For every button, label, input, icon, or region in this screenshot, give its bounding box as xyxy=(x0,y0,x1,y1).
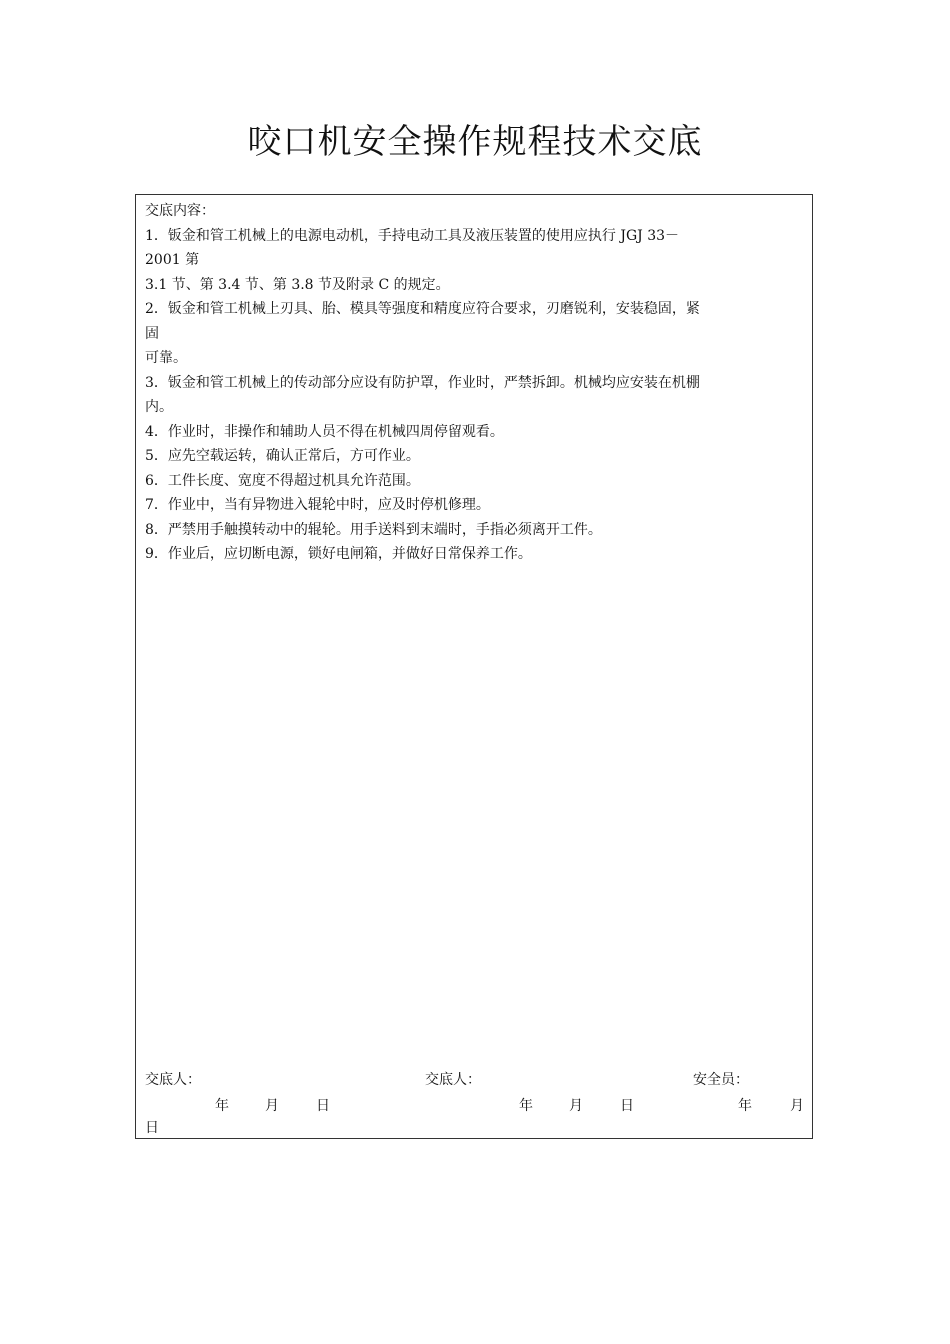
date-year: 年 xyxy=(519,1098,533,1114)
date-year: 年 xyxy=(215,1098,229,1114)
safety-officer-label: 安全员： xyxy=(693,1072,749,1088)
discloser-label: 交底人： xyxy=(145,1072,201,1088)
disclosure-table xyxy=(135,194,813,1139)
receiver-label: 交底人： xyxy=(425,1072,481,1088)
content-line: 可靠。 xyxy=(145,350,187,366)
content-header: 交底内容： xyxy=(145,203,215,219)
date-year: 年 xyxy=(738,1098,752,1114)
date-day: 日 xyxy=(316,1098,330,1114)
content-line: 2．钣金和管工机械上刃具、胎、模具等强度和精度应符合要求，刃磨锐利，安装稳固，紧 xyxy=(145,301,700,317)
content-line: 2001 第 xyxy=(145,252,200,268)
page-title: 咬口机安全操作规程技术交底 xyxy=(247,122,703,162)
content-line: 固 xyxy=(145,325,159,342)
content-line: 1．钣金和管工机械上的电源电动机，手持电动工具及液压装置的使用应执行 JGJ 33－ xyxy=(145,227,680,244)
date-month: 月 xyxy=(569,1098,583,1114)
content-line: 3．钣金和管工机械上的传动部分应设有防护罩，作业时，严禁拆卸。机械均应安装在机棚 xyxy=(145,374,700,391)
content-line: 6．工件长度、宽度不得超过机具允许范围。 xyxy=(145,472,420,489)
content-line: 3.1 节、第 3.4 节、第 3.8 节及附录 C 的规定。 xyxy=(145,276,450,293)
content-line: 7．作业中，当有异物进入辊轮中时，应及时停机修理。 xyxy=(145,497,490,513)
date-month: 月 xyxy=(790,1098,804,1114)
content-line: 9．作业后，应切断电源，锁好电闸箱，并做好日常保养工作。 xyxy=(145,546,532,562)
disclosure-content xyxy=(145,199,809,567)
content-line: 4．作业时，非操作和辅助人员不得在机械四周停留观看。 xyxy=(145,423,504,440)
date-month: 月 xyxy=(265,1098,279,1114)
content-line: 内。 xyxy=(145,399,173,415)
date-day: 日 xyxy=(145,1120,159,1136)
content-line: 8．严禁用手触摸转动中的辊轮。用手送料到末端时，手指必须离开工件。 xyxy=(145,521,602,538)
content-line: 5．应先空载运转，确认正常后，方可作业。 xyxy=(145,448,420,464)
date-day: 日 xyxy=(620,1098,634,1114)
